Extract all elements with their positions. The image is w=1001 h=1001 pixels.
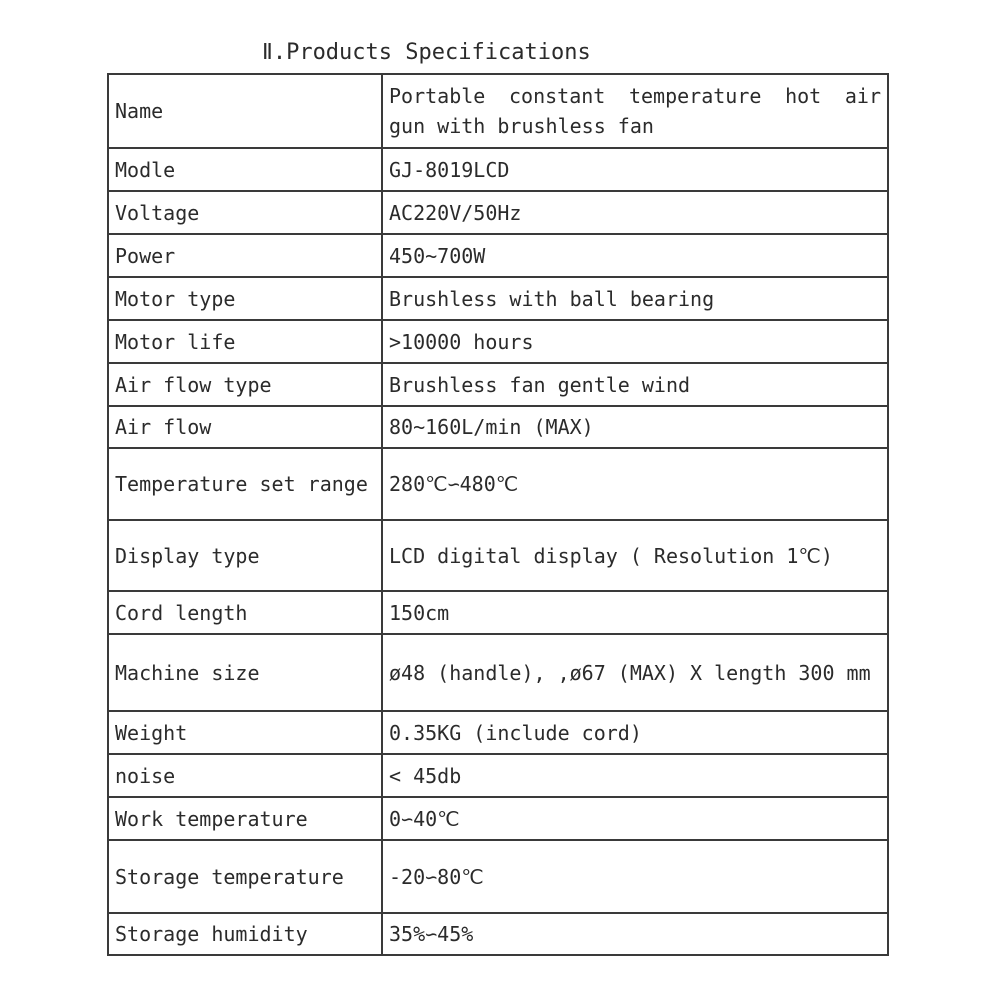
spec-label: Machine size [108,634,382,711]
spec-label: Motor type [108,277,382,320]
table-row [108,754,888,797]
table-row [108,840,888,913]
spec-value: 280℃∽480℃ [382,448,888,520]
table-row [108,591,888,634]
spec-value: -20∽80℃ [382,840,888,913]
spec-label: noise [108,754,382,797]
spec-value: ø48 (handle), ,ø67 (MAX) X length 300 mm [382,634,888,711]
specifications-table [107,73,889,956]
table-row [108,797,888,840]
table-row [108,148,888,191]
section-title: Ⅱ.Products Specifications [262,40,591,65]
spec-label: Temperature set range [108,448,382,520]
table-row [108,634,888,711]
spec-value: 0∽40℃ [382,797,888,840]
spec-label: Display type [108,520,382,591]
spec-value: 450~700W [382,234,888,277]
table-row [108,448,888,520]
spec-value: 35%∽45% [382,913,888,955]
spec-value: LCD digital display ( Resolution 1℃) [382,520,888,591]
table-row [108,406,888,448]
spec-label: Voltage [108,191,382,234]
spec-value: 80~160L/min (MAX) [382,406,888,448]
spec-value: GJ-8019LCD [382,148,888,191]
spec-label: Storage humidity [108,913,382,955]
spec-value: AC220V/50Hz [382,191,888,234]
spec-value: < 45db [382,754,888,797]
spec-label: Storage temperature [108,840,382,913]
spec-label: Air flow type [108,363,382,406]
table-row [108,320,888,363]
table-row [108,711,888,754]
spec-value: >10000 hours [382,320,888,363]
table-row [108,191,888,234]
table-row [108,913,888,955]
table-row [108,234,888,277]
table-row [108,363,888,406]
spec-label: Cord length [108,591,382,634]
table-row [108,277,888,320]
spec-label: Modle [108,148,382,191]
spec-label: Motor life [108,320,382,363]
spec-label: Power [108,234,382,277]
spec-label: Work temperature [108,797,382,840]
spec-value: 0.35KG (include cord) [382,711,888,754]
spec-value: Portable constant temperature hot air gun with brushless fan [382,74,888,148]
spec-value: 150cm [382,591,888,634]
spec-value: Brushless fan gentle wind [382,363,888,406]
spec-label: Weight [108,711,382,754]
spec-label: Name [108,74,382,148]
spec-value: Brushless with ball bearing [382,277,888,320]
spec-label: Air flow [108,406,382,448]
table-row [108,520,888,591]
table-row [108,74,888,148]
